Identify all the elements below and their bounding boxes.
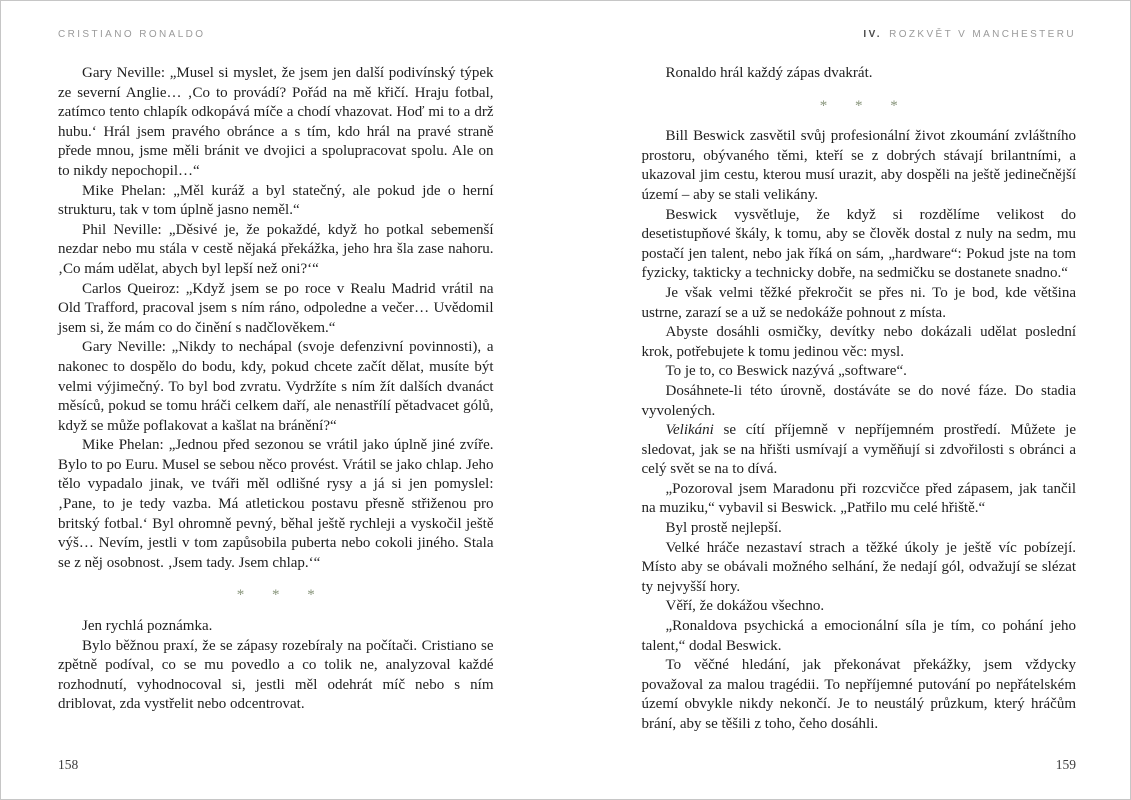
- paragraph-continuation: se cítí příjemně v nepříjemném prostředí. Můžete je sledovat, jak se na hřišti usmívají a vyměňují si zdvořilosti s obránci a celý svět se na to dívá.: [641, 422, 1076, 478]
- paragraph: Byl prostě nejlepší.: [665, 520, 782, 537]
- paragraph: Mike Phelan: „Jednou před sezonou se vrátil jako úplně jiné zvíře. Bylo to po Euru. Musel se sebou něco provést. Vrátil se jako chlap. Jeho tělo vypadalo jinak, ve tváři měl odlišné rysy a já si jen pomyslel: ‚Pane, to je tedy vazba. Má atletickou postavu přesně střiženou pro britský fotbal.‘ Byl ohromně pevný, běhal ještě rychleji a vyskočil ještě výš… Nevím, jestli v tom zapůsobila puberta nebo cokoli jiného. Stala se z něj osobnost. ‚Jsem tady. Jsem chlap.‘“: [58, 437, 494, 571]
- paragraph: Abyste dosáhli osmičky, devítky nebo dokázali udělat poslední krok, potřebujete k tomu jedinou věc: mysl.: [641, 324, 1076, 360]
- paragraph: Carlos Queiroz: „Když jsem se po roce v Realu Madrid vrátil na Old Trafford, pracoval jsem s ním ráno, odpoledne a večer… Uvědomil jsem si, že mám co do činění s nadčlověkem.“: [58, 280, 494, 336]
- paragraph: Gary Neville: „Nikdy to nechápal (svoje defenzivní povinnosti), a nakonec to dospělo do bodu, kdy, pokud chcete začít dělat, musíte být velmi výjimečný. To byl bod zvratu. Vydržíte s ním žít dalších dvanáct měsíců, pokud se tomu hráči celkem daří, ale nenastřílí pětadvacet gólů, když se může poflakovat a kašlat na bránění?“: [58, 339, 494, 434]
- page-right: [566, 1, 1131, 799]
- paragraph: „Pozoroval jsem Maradonu při rozcvičce před zápasem, jak tančil na muziku,“ vybavil si Beswick. „Patřilo mu celé hřiště.“: [641, 480, 1076, 517]
- paragraph: Bill Beswick zasvětil svůj profesionální život zkoumání zvláštního prostoru, obývaného těmi, kteří se z dobrých stávají brilantními, a ukazoval jim cestu, kterou musí urazit, aby dospěli na ještě jedinečnější území – aby se stali velikány.: [641, 128, 1076, 203]
- paragraph: [642, 421, 1077, 480]
- paragraph: Phil Neville: „Děsivé je, že pokaždé, když ho potkal sebemenší nezdar nebo mu stála v cestě nějaká překážka, jeho hra šla zase nahoru. ‚Co mám udělat, abych byl lepší než oni?‘“: [58, 221, 494, 277]
- paragraph: To je to, co Beswick nazývá „software“.: [665, 363, 907, 380]
- paragraph: Ronaldo hrál každý zápas dvakrát.: [665, 65, 873, 81]
- paragraph: Je však velmi těžké překročit se přes ni. To je bod, kde většina ustrne, zarazí se a už se nedokáže pohnout z místa.: [641, 284, 1076, 321]
- page-number-left: 158: [58, 757, 79, 772]
- paragraph: Jen rychlá poznámka.: [82, 618, 213, 635]
- paragraph: Věří, že dokážou všechno.: [665, 598, 825, 615]
- paragraph: „Ronaldova psychická a emocionální síla je tím, co pohání jeho talent,“ dodal Beswick.: [641, 618, 1076, 654]
- paragraph: Dosáhnete-li této úrovně, dostáváte se do nové fáze. Do stadia vyvolených.: [641, 382, 1076, 419]
- paragraph: Bylo běžnou praxí, že se zápasy rozebíraly na počítači. Cristiano se zpětně podíval, co se mu povedlo a co tolik ne, analyzoval každé rozhodnutí, vyhodnocoval si, jestli měl odehrát míč nebo s ním driblovat, zda vystřelit nebo odcentrovat.: [58, 637, 494, 713]
- chapter-number: IV.: [863, 29, 882, 40]
- chapter-title: ROZKVĚT V MANCHESTERU: [889, 29, 1076, 40]
- running-head-right: [642, 29, 1077, 40]
- page-body-right: [642, 64, 1077, 735]
- italic-term: Velikáni: [665, 422, 714, 439]
- page-left: [1, 1, 566, 799]
- paragraph: Gary Neville: „Musel si myslet, že jsem jen další podivínský týpek ze severní Anglie… ‚Co to provádí? Pořád na mě křičí. Hraju fotbal, zatímco tento chlapík odkopává míče a chodí vhazovat. Hoď mi to a drž hubu.‘ Hrál jsem pravého obránce a s tím, kdo hrál na pravé straně přede mnou, jsme měli bránit ve dvojici a spolupracovat spolu. Ale on to nikdy nepochopil…“: [58, 65, 494, 179]
- paragraph: Mike Phelan: „Měl kuráž a byl statečný, ale pokud jde o herní strukturu, tak v tom úplně jasno neměl.“: [58, 182, 494, 219]
- paragraph: Beswick vysvětluje, že když si rozdělíme velikost do desetistupňové škály, k tomu, aby se člověk dostal z nuly na sedm, mu postačí jen talent, nebo jak říká on sám, „hardware“: Pokud jste na tom fyzicky, takticky a technicky dobře, na sedmičku se dostanete snadno.“: [641, 206, 1076, 282]
- page-body-left: [58, 64, 494, 715]
- section-break-ornament: * * *: [236, 587, 327, 604]
- paragraph: To věčné hledání, jak překonávat překážky, jsem vždycky považoval za malou tragédii. To nepříjemné putování po nepřátelském území obvykle nikdy nekončí. Je to neustálý průzkum, který hráčům brání, aby se těšili z toho, čeho dosáhli.: [641, 657, 1076, 732]
- page-number-right: 159: [1055, 757, 1076, 772]
- running-head-left: CRISTIANO RONALDO: [58, 29, 206, 40]
- paragraph: Velké hráče nezastaví strach a těžké úkoly je ještě víc pobízejí. Místo aby se obávali možného selhání, že nedají gól, odvažují se slézat ty nejvyšší hory.: [641, 539, 1076, 595]
- section-break-ornament: * * *: [819, 97, 910, 114]
